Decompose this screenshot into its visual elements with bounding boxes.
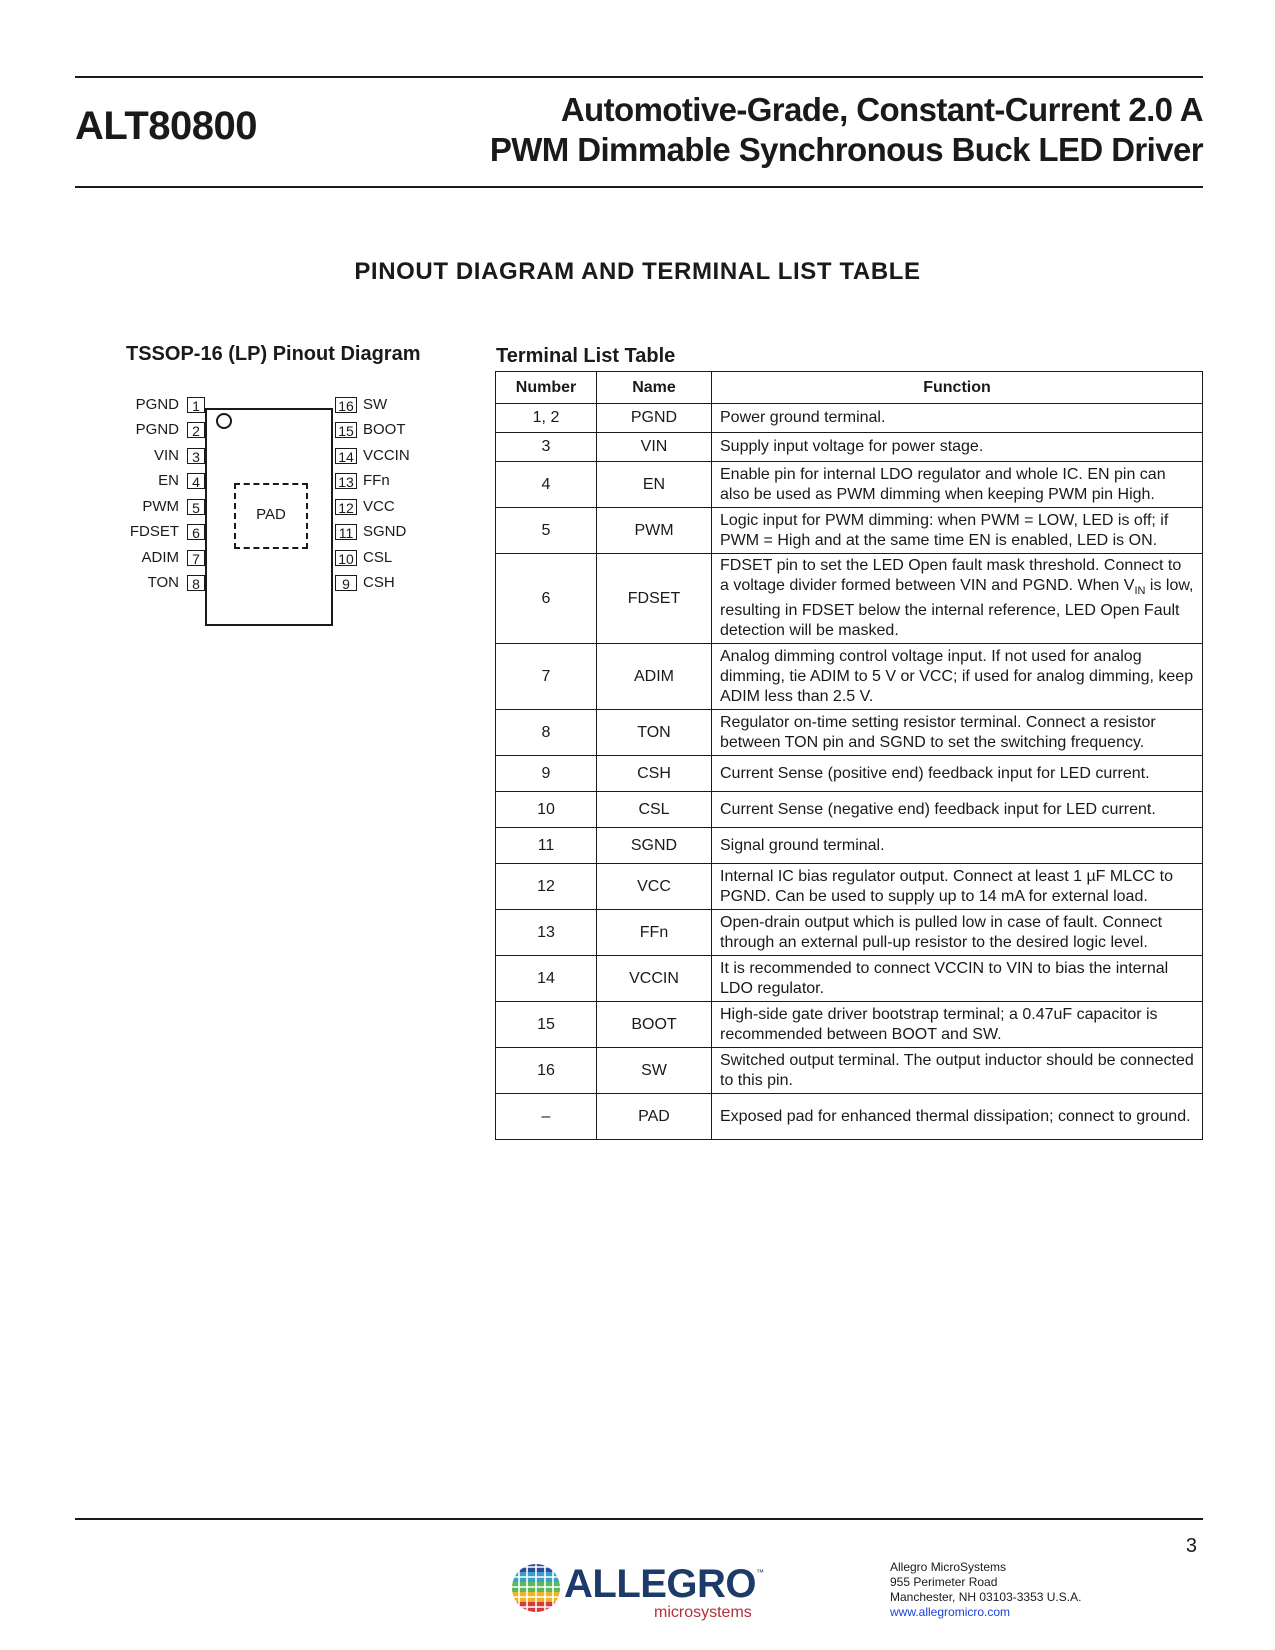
terminal-number: 10 [496,792,597,828]
terminal-name: TON [597,710,712,756]
pin-name: VCCIN [363,447,410,465]
terminal-name: VCC [597,864,712,910]
pin-right-12 [335,497,435,517]
column-header-name: Name [597,372,712,404]
exposed-pad [234,483,308,549]
terminal-name: FDSET [597,554,712,644]
document-title-line-1: Automotive-Grade, Constant-Current 2.0 A [560,91,1203,128]
pin-number: 16 [335,397,357,413]
terminal-function: Open-drain output which is pulled low in case of fault. Connect through an external pull-up resistor to the desired logic level. [712,910,1203,956]
pad-label: PAD [256,506,286,523]
address-line: 955 Perimeter Road [890,1575,998,1589]
pin-name: BOOT [363,421,406,439]
part-number: ALT80800 [75,104,258,148]
terminal-name: PWM [597,508,712,554]
footer-rule [75,1518,1203,1520]
table-row [496,644,1203,710]
column-header-number: Number [496,372,597,404]
pinout-diagram [115,395,435,635]
pin-number: 7 [187,550,205,566]
terminal-function: Enable pin for internal LDO regulator and whole IC. EN pin can also be used as PWM dimming when keeping PWM pin High. [712,462,1203,508]
terminal-number: 6 [496,554,597,644]
table-row [496,956,1203,1002]
terminal-name: SW [597,1048,712,1094]
pin-right-9 [335,573,435,593]
allegro-logo [510,1560,770,1622]
pin-right-16 [335,395,435,415]
document-title [490,90,1203,170]
section-title: PINOUT DIAGRAM AND TERMINAL LIST TABLE [354,258,921,285]
table-row [496,828,1203,864]
terminal-number: 9 [496,756,597,792]
pin-number: 11 [335,524,357,540]
pin-right-13 [335,471,435,491]
table-row [496,864,1203,910]
terminal-name: CSH [597,756,712,792]
terminal-name: VCCIN [597,956,712,1002]
logo-subtitle: microsystems [654,1604,752,1621]
pinout-diagram-heading: TSSOP-16 (LP) Pinout Diagram [126,343,421,365]
pin-left-6 [115,522,205,542]
terminal-function [712,554,1203,644]
pin-number: 1 [187,397,205,413]
pin-name: CSH [363,574,395,592]
pin-number: 8 [187,575,205,591]
terminal-table-heading: Terminal List Table [496,345,676,367]
pin-number: 15 [335,422,357,438]
pin-name: SGND [363,523,407,541]
terminal-function: Logic input for PWM dimming: when PWM = LOW, LED is off; if PWM = High and at the same time EN is enabled, LED is ON. [712,508,1203,554]
terminal-number: 7 [496,644,597,710]
company-address [890,1560,1081,1620]
terminal-name: CSL [597,792,712,828]
pin-right-11 [335,522,435,542]
terminal-name: ADIM [597,644,712,710]
pin-right-14 [335,446,435,466]
page-number: 3 [1185,1535,1197,1557]
header-top-rule [75,76,1203,78]
terminal-number: 15 [496,1002,597,1048]
table-body [496,404,1203,1140]
function-subscript: IN [1134,585,1146,598]
document-title-line-2: PWM Dimmable Synchronous Buck LED Driver [489,131,1203,168]
table-row [496,1002,1203,1048]
terminal-number: 11 [496,828,597,864]
chip-body [205,408,333,626]
terminal-number: 12 [496,864,597,910]
logo-wordmark: ALLEGRO [564,1562,757,1606]
terminal-name: FFn [597,910,712,956]
column-header-function: Function [712,372,1203,404]
terminal-function: Current Sense (negative end) feedback input for LED current. [712,792,1203,828]
pin-number: 5 [187,499,205,515]
table-row [496,910,1203,956]
pin-name: VCC [363,498,395,516]
terminal-number: 8 [496,710,597,756]
pin-name: PWM [142,498,179,516]
table-row [496,792,1203,828]
table-header-row [496,372,1203,404]
pin-number: 4 [187,473,205,489]
terminal-function: Analog dimming control voltage input. If not used for analog dimming, tie ADIM to 5 V or VCC; if used for analog dimming, keep ADIM less than 2.5 V. [712,644,1203,710]
pin-number: 10 [335,550,357,566]
pin-number: 14 [335,448,357,464]
pin1-indicator-icon [216,413,232,429]
pin-name: PGND [135,396,179,414]
table-row [496,508,1203,554]
pin-right-15 [335,420,435,440]
terminal-name: PGND [597,404,712,433]
pin-name: TON [147,574,179,592]
terminal-number: 5 [496,508,597,554]
terminal-number: 16 [496,1048,597,1094]
pin-name: VIN [153,447,179,465]
company-website-link[interactable]: www.allegromicro.com [890,1605,1011,1619]
terminal-function: Switched output terminal. The output inductor should be connected to this pin. [712,1048,1203,1094]
pin-number: 2 [187,422,205,438]
terminal-name: BOOT [597,1002,712,1048]
pin-name: SW [363,396,388,414]
header-bottom-rule [75,186,1203,188]
terminal-number: 14 [496,956,597,1002]
table-row [496,710,1203,756]
terminal-number: 13 [496,910,597,956]
pin-name: FFn [363,472,390,490]
function-text: is low, resulting in FDSET below the internal reference, LED Open Fault detection will be masked. [720,577,1194,640]
pin-name: ADIM [141,549,179,567]
pin-name: EN [158,472,179,490]
terminal-function: Current Sense (positive end) feedback input for LED current. [712,756,1203,792]
terminal-function: Supply input voltage for power stage. [712,433,1203,462]
function-text: FDSET pin to set the LED Open fault mask threshold. Connect to a voltage divider formed between VIN and PGND. When V [720,557,1182,594]
address-line: Manchester, NH 03103-3353 U.S.A. [890,1590,1082,1604]
terminal-function: Exposed pad for enhanced thermal dissipation; connect to ground. [712,1094,1203,1140]
table-row [496,462,1203,508]
terminal-number: – [496,1094,597,1140]
pin-left-5 [115,497,205,517]
terminal-name: VIN [597,433,712,462]
table-row [496,433,1203,462]
pin-left-1 [115,395,205,415]
pin-name: FDSET [129,523,179,541]
pin-number: 6 [187,524,205,540]
terminal-function: High-side gate driver bootstrap terminal; a 0.47uF capacitor is recommended between BOOT and SW. [712,1002,1203,1048]
pin-left-7 [115,548,205,568]
terminal-function: Internal IC bias regulator output. Connect at least 1 µF MLCC to PGND. Can be used to supply up to 14 mA for external load. [712,864,1203,910]
pin-left-4 [115,471,205,491]
allegro-globe-icon [510,1562,562,1614]
address-line: Allegro MicroSystems [890,1560,1007,1574]
table-row [496,404,1203,433]
terminal-function: It is recommended to connect VCCIN to VIN to bias the internal LDO regulator. [712,956,1203,1002]
terminal-list-table [495,371,1203,1140]
pin-name: PGND [135,421,179,439]
pin-left-2 [115,420,205,440]
terminal-function: Power ground terminal. [712,404,1203,433]
pin-number: 9 [335,575,357,591]
terminal-name: EN [597,462,712,508]
table-row [496,554,1203,644]
pin-left-3 [115,446,205,466]
terminal-number: 1, 2 [496,404,597,433]
table-row [496,1094,1203,1140]
pin-right-10 [335,548,435,568]
terminal-number: 3 [496,433,597,462]
terminal-function: Regulator on-time setting resistor terminal. Connect a resistor between TON pin and SGND to set the switching frequency. [712,710,1203,756]
table-row [496,1048,1203,1094]
terminal-number: 4 [496,462,597,508]
pin-left-8 [115,573,205,593]
pin-name: CSL [363,549,393,567]
table-row [496,756,1203,792]
terminal-name: SGND [597,828,712,864]
terminal-name: PAD [597,1094,712,1140]
pin-number: 12 [335,499,357,515]
terminal-function: Signal ground terminal. [712,828,1203,864]
logo-trademark: ™ [756,1568,764,1577]
pin-number: 3 [187,448,205,464]
pin-number: 13 [335,473,357,489]
